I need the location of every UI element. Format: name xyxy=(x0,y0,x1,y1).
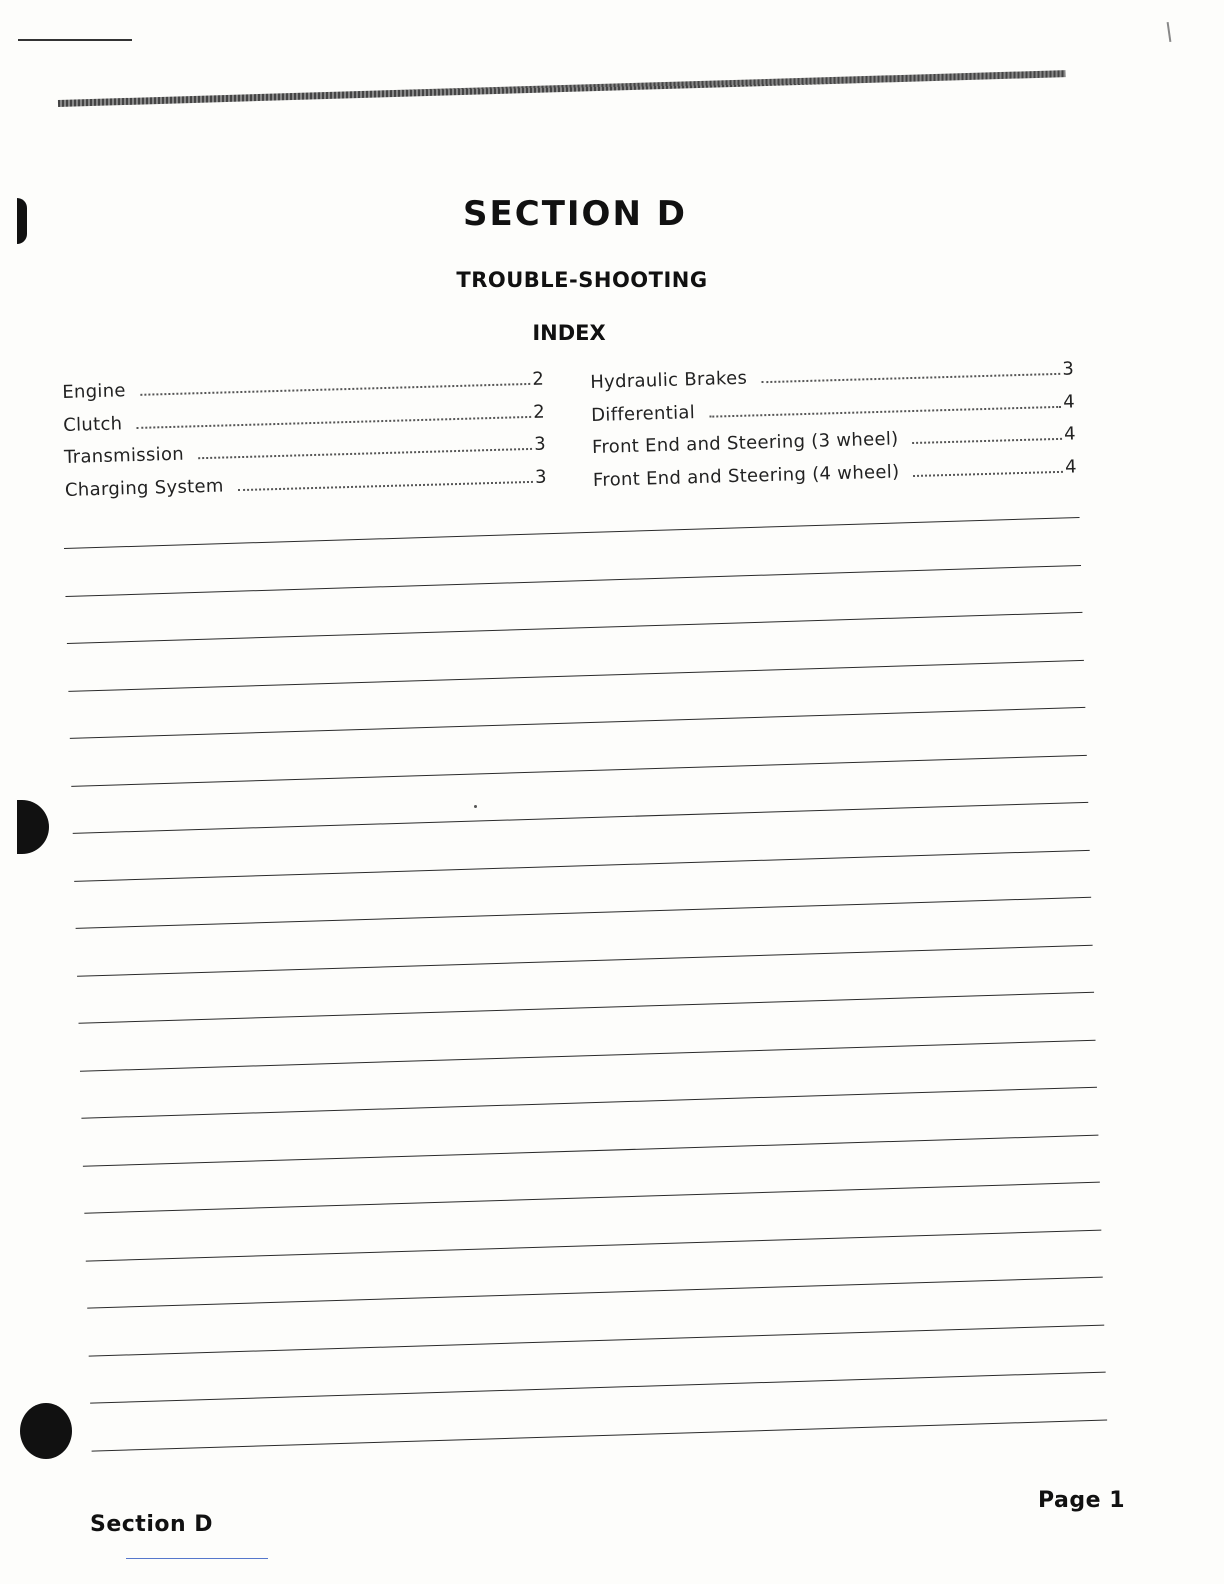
index-entry-page: 4 xyxy=(1062,390,1076,413)
header-rule-bar xyxy=(58,70,1066,107)
index-entry-page: 2 xyxy=(532,368,545,390)
footer-underline xyxy=(126,1558,268,1559)
index-entry-page: 3 xyxy=(533,433,547,455)
index-entry-page: 2 xyxy=(532,401,546,423)
dot-leader xyxy=(136,415,531,428)
dot-leader xyxy=(761,373,1060,383)
index-column-right xyxy=(590,358,1077,501)
index-entry-page: 4 xyxy=(1064,455,1078,478)
section-subtitle: TROUBLE-SHOOTING xyxy=(456,268,708,292)
binder-hole-middle xyxy=(17,800,49,854)
scan-speck xyxy=(474,805,477,808)
index-entry-label: Transmission xyxy=(63,443,185,468)
index-heading: INDEX xyxy=(532,321,606,345)
index-entry-label: Front End and Steering (4 wheel) xyxy=(592,460,900,491)
index-entry-label: Differential xyxy=(590,401,696,426)
dot-leader xyxy=(913,438,1063,444)
dot-leader xyxy=(913,470,1063,476)
index-entry-label: Hydraulic Brakes xyxy=(590,367,748,393)
dot-leader xyxy=(198,448,532,459)
top-margin-line xyxy=(18,39,132,41)
index-entry-page: 4 xyxy=(1063,423,1077,445)
footer-section-label: Section D xyxy=(90,1512,214,1537)
index-entry-label: Charging System xyxy=(64,475,224,501)
index-entry-page: 3 xyxy=(1062,358,1075,380)
dot-leader xyxy=(709,405,1061,417)
binder-hole-bottom xyxy=(20,1403,72,1459)
index-entry-page: 3 xyxy=(534,466,548,488)
index-entry-label: Clutch xyxy=(62,412,123,436)
ruled-lines xyxy=(64,517,1109,1498)
section-title: SECTION D xyxy=(463,194,687,234)
index-entry-label: Engine xyxy=(62,380,127,403)
dot-leader xyxy=(140,383,531,396)
index-column-left xyxy=(62,369,547,512)
footer-page-number: Page 1 xyxy=(1038,1488,1126,1513)
scan-mark xyxy=(1167,22,1172,42)
dot-leader xyxy=(238,480,533,490)
index-entry-label: Front End and Steering (3 wheel) xyxy=(591,428,899,458)
